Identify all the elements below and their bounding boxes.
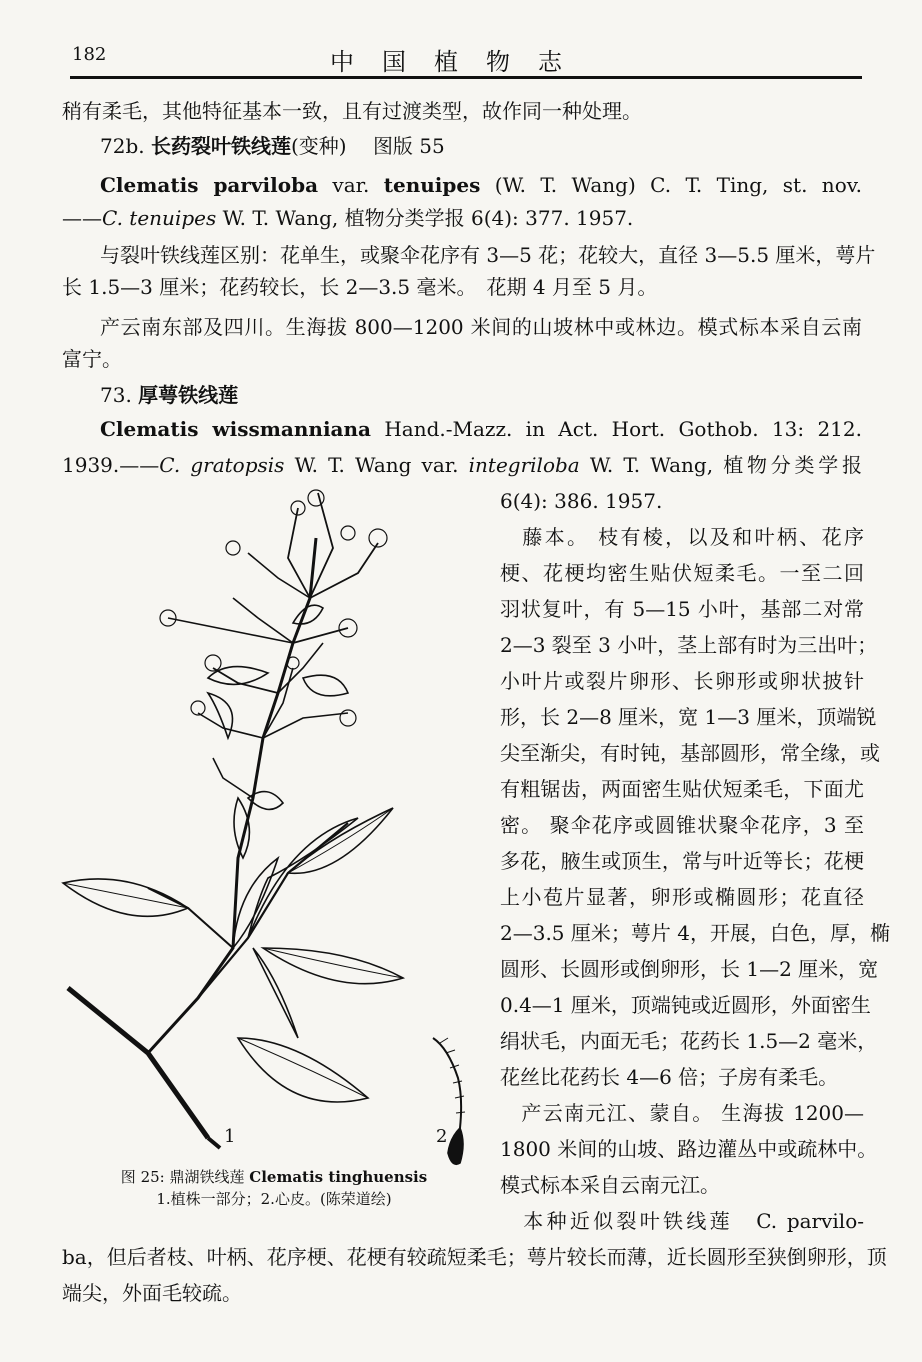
caption-figure-number: 图 25: 鼎湖铁线莲 bbox=[120, 1168, 245, 1186]
col-line: 小叶片或裂片卵形、长卵形或卵状披针 bbox=[500, 669, 864, 693]
col-line: 多花，腋生或顶生，常与叶近等长；花梗 bbox=[500, 849, 864, 873]
col-line: 0.4—1 厘米，顶端钝或近圆形，外面密生 bbox=[500, 993, 871, 1017]
citation-73 bbox=[100, 414, 862, 444]
genus-species: Clematis wissmanniana bbox=[100, 417, 371, 441]
synonym-72b bbox=[62, 203, 862, 233]
figure-caption bbox=[104, 1166, 444, 1188]
taxon-heading-72b bbox=[100, 131, 900, 161]
taxon-name: 长药裂叶铁线莲 bbox=[150, 134, 291, 158]
header-rule bbox=[70, 76, 862, 79]
plate-ref: 图版 55 bbox=[372, 134, 445, 158]
synonym-ref: W. T. Wang, 植物分类学报 bbox=[589, 453, 863, 477]
botanical-illustration bbox=[48, 478, 488, 1178]
citation-72b bbox=[100, 170, 862, 200]
text-line: 产云南东部及四川。生海拔 800—1200 米间的山坡林中或林边。模式标本采自云南 bbox=[100, 315, 862, 339]
text-line: 富宁。 bbox=[62, 347, 122, 371]
col-line: 梗、花梗均密生贴伏短柔毛。一至二回 bbox=[500, 561, 864, 585]
text-line: 6(4): 386. 1957. bbox=[500, 489, 663, 513]
taxon-heading-73 bbox=[100, 380, 900, 410]
col-line: 密。 聚伞花序或圆锥状聚伞花序，3 至 bbox=[500, 813, 864, 837]
col-line: 模式标本采自云南元江。 bbox=[500, 1173, 720, 1197]
synonym-ref: W. T. Wang, 植物分类学报 6(4): 377. 1957. bbox=[222, 206, 634, 230]
synonym-name: C. tenuipes bbox=[102, 206, 217, 230]
col-line: 藤本。 枝有棱，以及和叶柄、花序 bbox=[500, 525, 864, 549]
citation-73-line2 bbox=[62, 450, 862, 480]
var-abbr: var. bbox=[332, 173, 370, 197]
synonym-author: W. T. Wang var. bbox=[294, 453, 459, 477]
col-line: 产云南元江、蒙自。 生海拔 1200— bbox=[500, 1101, 864, 1125]
taxon-number: 72b. bbox=[100, 134, 145, 158]
text-line: ba，但后者枝、叶柄、花序梗、花梗有较疏短柔毛；萼片较长而薄，近长圆形至狭倒卵形，顶 bbox=[62, 1245, 887, 1269]
text-line: 稍有柔毛，其他特征基本一致，且有过渡类型，故作同一种处理。 bbox=[62, 99, 642, 123]
genus-species: Clematis parviloba bbox=[100, 173, 319, 197]
var-epithet: tenuipes bbox=[383, 173, 481, 197]
col-line: 2—3 裂至 3 小叶，茎上部有时为三出叶； bbox=[500, 633, 878, 657]
figure-label-2: 2 bbox=[436, 1126, 448, 1147]
taxon-name: 厚萼铁线莲 bbox=[138, 383, 239, 407]
caption-latin-name: Clematis tinghuensis bbox=[249, 1168, 428, 1186]
text-line: 长 1.5—3 厘米；花药较长，长 2—3.5 毫米。 花期 4 月至 5 月。 bbox=[62, 275, 658, 299]
col-line: 1800 米间的山坡、路边灌丛中或疏林中。 bbox=[500, 1137, 878, 1161]
col-line: 本种近似裂叶铁线莲 C. parvilo- bbox=[500, 1209, 864, 1233]
authority: Hand.-Mazz. in Act. Hort. Gothob. 13: 212. bbox=[384, 417, 862, 441]
col-line: 上小苞片显著，卵形或椭圆形；花直径 bbox=[500, 885, 864, 909]
page-number: 182 bbox=[72, 44, 107, 65]
synonym-name: C. gratopsis bbox=[159, 453, 285, 477]
year: 1939.—— bbox=[62, 453, 160, 477]
col-line: 羽状复叶，有 5—15 小叶，基部二对常 bbox=[500, 597, 864, 621]
col-line: 尖至渐尖，有时钝，基部圆形，常全缘，或 bbox=[500, 741, 880, 765]
text-line: 端尖，外面毛较疏。 bbox=[62, 1281, 242, 1305]
col-line: 绢状毛，内面无毛；花药长 1.5—2 毫米， bbox=[500, 1029, 878, 1053]
figure-label-1: 1 bbox=[224, 1126, 236, 1147]
running-title: 中国植物志 bbox=[330, 48, 590, 76]
taxon-number: 73. bbox=[100, 383, 132, 407]
synonym-var: integriloba bbox=[468, 453, 580, 477]
taxon-rank: (变种) bbox=[290, 134, 347, 158]
authority: (W. T. Wang) C. T. Ting, st. nov. bbox=[494, 173, 863, 197]
text-line: 与裂叶铁线莲区别：花单生，或聚伞花序有 3—5 花；花较大，直径 3—5.5 厘米，萼片 bbox=[100, 243, 876, 267]
col-line: 2—3.5 厘米；萼片 4，开展，白色，厚，椭 bbox=[500, 921, 890, 945]
col-line: 形，长 2—8 厘米，宽 1—3 厘米，顶端锐 bbox=[500, 705, 877, 729]
col-line: 花丝比花药长 4—6 倍；子房有柔毛。 bbox=[500, 1065, 839, 1089]
col-line: 圆形、长圆形或倒卵形，长 1—2 厘米，宽 bbox=[500, 957, 879, 981]
figure-caption-detail: 1.植株一部分；2.心皮。(陈荣道绘) bbox=[156, 1190, 392, 1208]
dash: —— bbox=[62, 206, 102, 230]
col-line: 有粗锯齿，两面密生贴伏短柔毛，下面尤 bbox=[500, 777, 864, 801]
